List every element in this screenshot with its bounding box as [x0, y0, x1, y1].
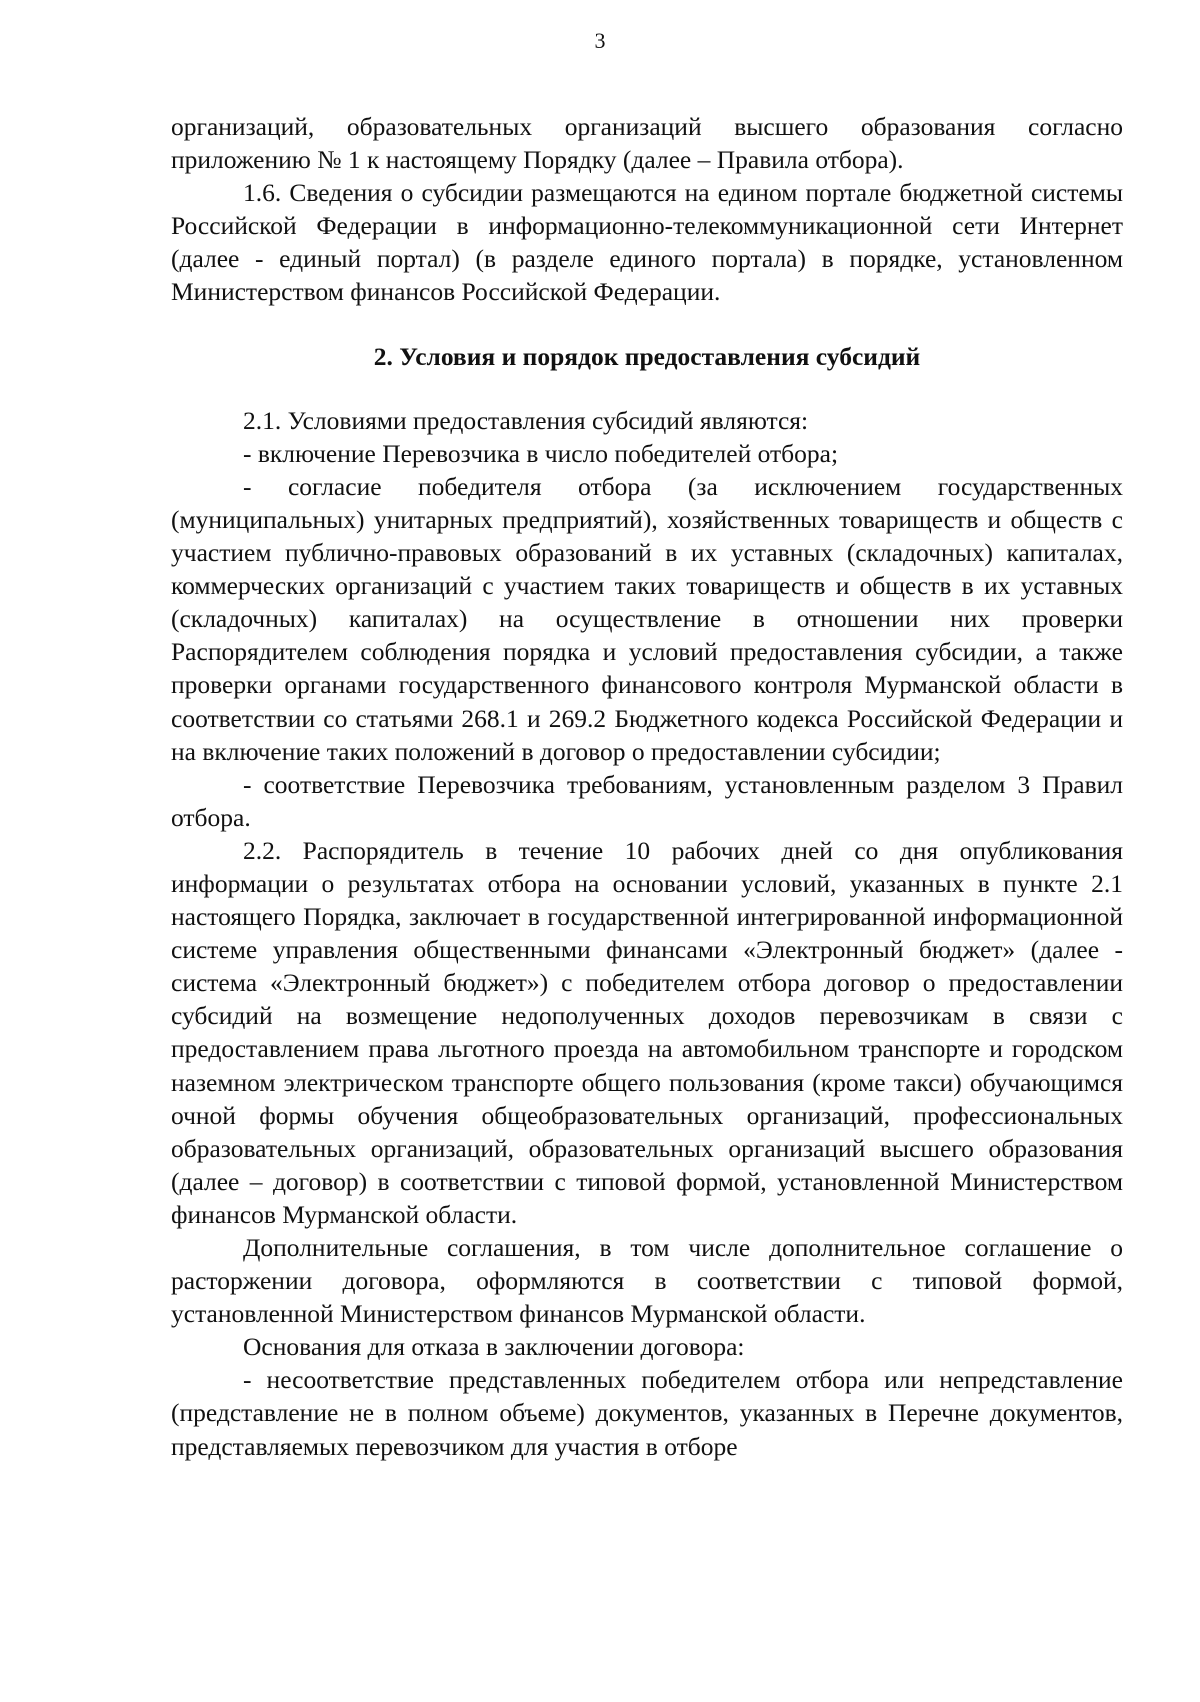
paragraph-continuation: организаций, образовательных организаций высшего образования согласно приложению № 1 к настоящему Порядку (далее – Правила отбора).: [171, 112, 1123, 175]
paragraph-additional-agreements: Дополнительные соглашения, в том числе дополнительное соглашение о расторжении договора, оформляются в соответствии с типовой формой, установленной Министерством финансов Мурманской области.: [171, 1233, 1123, 1329]
list-item-nonconformity: - несоответствие представленных победителем отбора или непредставление (представление не в полном объеме) документов, указанных в Перечне документов, представляемых перевозчиком для участия в отборе: [171, 1365, 1123, 1461]
list-item-inclusion: - включение Перевозчика в число победителей отбора;: [243, 438, 839, 468]
paragraph-refusal-grounds: Основания для отказа в заключении договора:: [243, 1332, 745, 1362]
paragraph-2-2: 2.2. Распорядитель в течение 10 рабочих дней со дня опубликования информации о результатах отбора на основании условий, указанных в пункте 2.1 настоящего Порядка, заключает в государственной интегрированной информационной системе управления общественными финансами «Электронный бюджет» (далее - система «Электронный бюджет») с победителем отбора договор о предоставлении субсидий на возмещение недополученных доходов перевозчикам в связи с предоставлением права льготного проезда на автомобильном транспорте и городском наземном электрическом транспорте общего пользования (кроме такси) обучающимся очной формы обучения общеобразовательных организаций, профессиональных образовательных организаций, образовательных организаций высшего образования (далее – договор) в соответствии с типовой формой, установленной Министерством финансов Мурманской области.: [171, 835, 1123, 1229]
section-heading: 2. Условия и порядок предоставления субсидий: [373, 341, 921, 371]
paragraph-2-1: 2.1. Условиями предоставления субсидий являются:: [243, 405, 809, 435]
paragraph-1-6: 1.6. Сведения о субсидии размещаются на едином портале бюджетной системы Российской Федерации в информационно-телекоммуникационной сети Интернет (далее - единый портал) (в разделе единого портала) в порядке, установленном Министерством финансов Российской Федерации.: [171, 178, 1123, 307]
list-item-compliance: - соответствие Перевозчика требованиям, установленным разделом 3 Правил отбора.: [171, 769, 1123, 832]
list-item-consent: - согласие победителя отбора (за исключением государственных (муниципальных) унитарных предприятий), хозяйственных товариществ и обществ с участием публично-правовых образований в их уставных (складочных) капиталах, коммерческих организаций с участием таких товариществ и обществ в их уставных (складочных) капиталах) на осуществление в отношении них проверки Распорядителем соблюдения порядка и условий предоставления субсидии, а также проверки органами государственного финансового контроля Мурманской области в соответствии со статьями 268.1 и 269.2 Бюджетного кодекса Российской Федерации и на включение таких положений в договор о предоставлении субсидии;: [171, 471, 1123, 766]
document-body: [171, 110, 1123, 1463]
page-number: 3: [594, 28, 606, 53]
